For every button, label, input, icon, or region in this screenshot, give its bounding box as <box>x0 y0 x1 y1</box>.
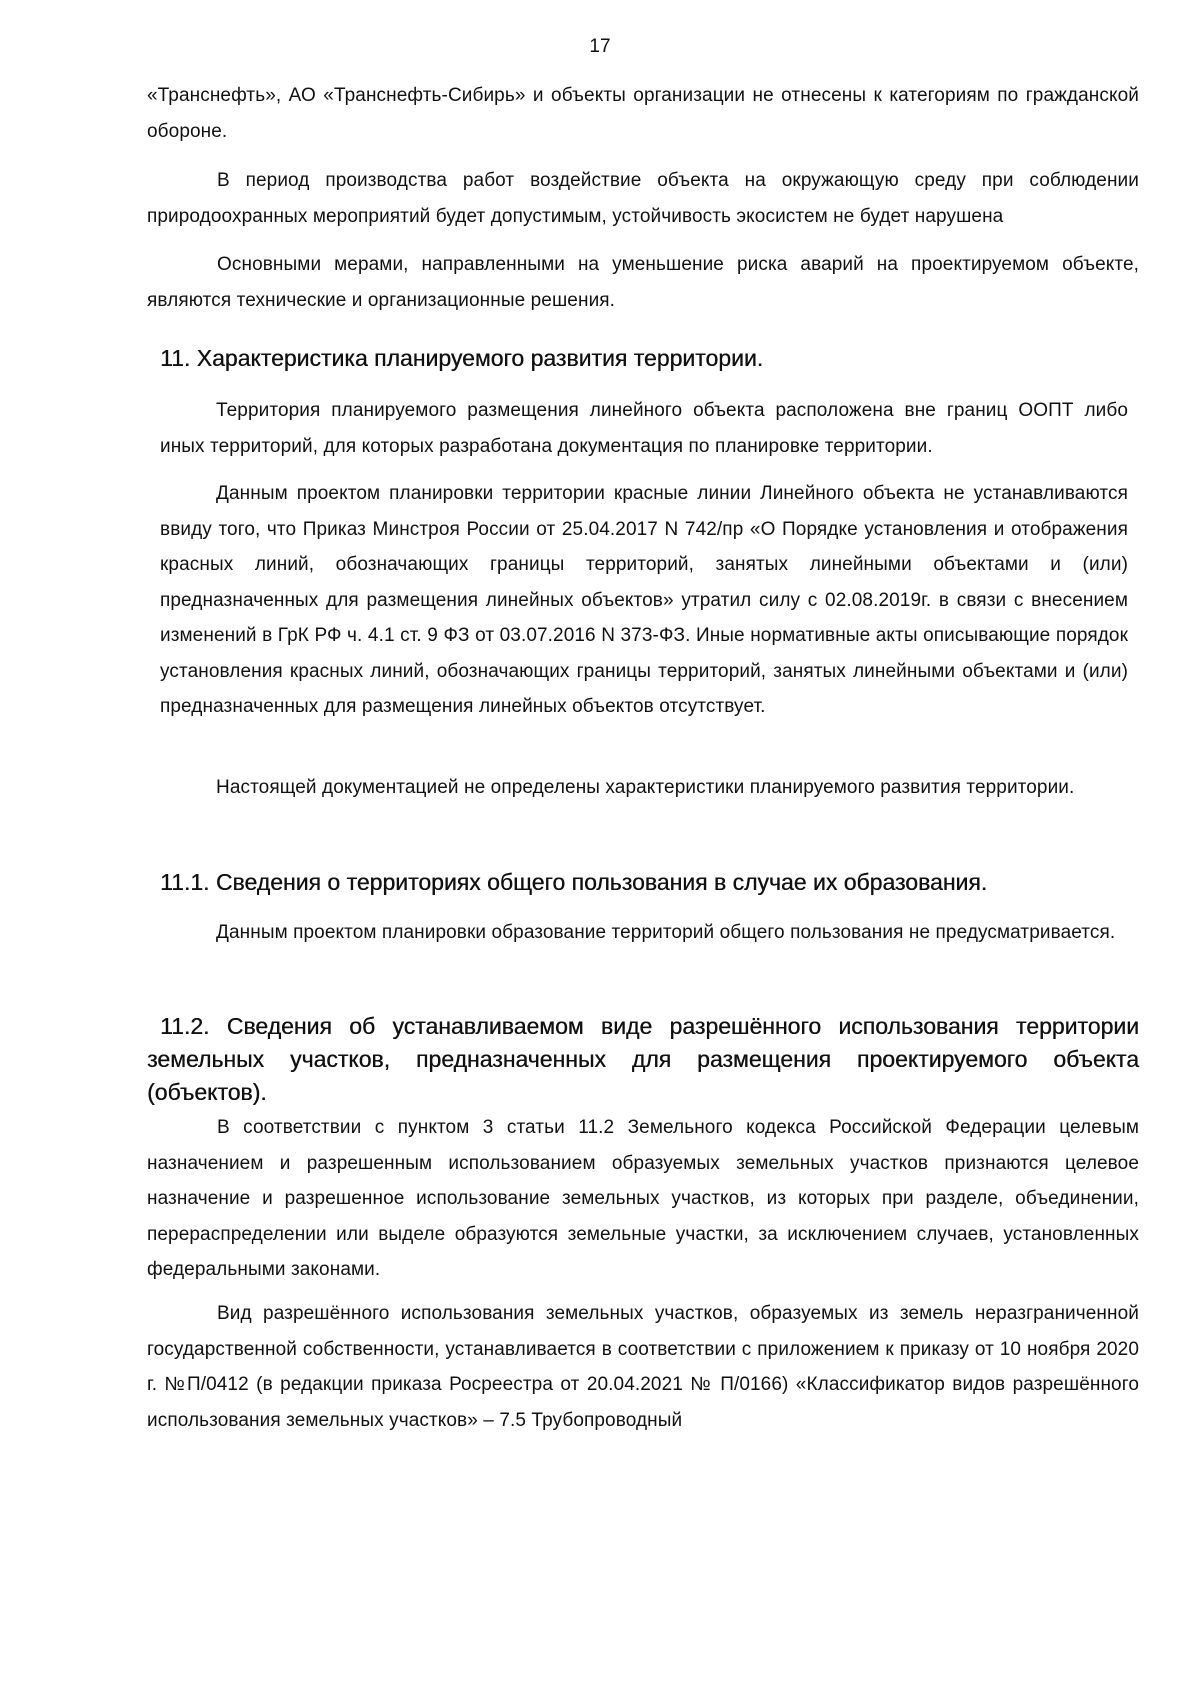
section-11-heading: 11. Характеристика планируемого развития территории. <box>160 345 764 371</box>
section-11-paragraph-1: Территория планируемого размещения линейного объекта расположена вне границ ООПТ либо иных территорий, для которых разработана документация по планировке территории. <box>160 400 1128 457</box>
section-11-1-heading: 11.1. Сведения о территориях общего пользования в случае их образования. <box>160 869 988 895</box>
intro-paragraph-2: В период производства работ воздействие объекта на окружающую среду при соблюдении природоохранных мероприятий будет допустимым, устойчивость экосистем не будет нарушена <box>147 170 1139 227</box>
intro-paragraph-3: Основными мерами, направленными на уменьшение риска аварий на проектируемом объекте, являются технические и организационные решения. <box>147 254 1139 311</box>
section-11-1-paragraph-1: Данным проектом планировки образование территорий общего пользования не предусматривается. <box>216 922 1116 943</box>
page-number: 17 <box>589 36 611 57</box>
section-11-2-paragraph-2: Вид разрешённого использования земельных участков, образуемых из земель неразграниченной государственной собственности, устанавливается в соответствии с приложением к приказу от 10 ноября 2020 г. №П/0412 (в редакции приказа Росреестра от 20.04.2021 № П/0166) «Классификатор видов разрешённого использования земельных участков» – 7.5 Трубопроводный <box>147 1303 1139 1431</box>
intro-paragraph-1: «Транснефть», АО «Транснефть-Сибирь» и объекты организации не отнесены к категориям по гражданской обороне. <box>147 85 1139 142</box>
section-11-2-heading: 11.2. Сведения об устанавливаемом виде разрешённого использования территории земельных участков, предназначенных для размещения проектируемого объекта (объектов). <box>147 1013 1139 1105</box>
section-11-2-paragraph-1: В соответствии с пунктом 3 статьи 11.2 Земельного кодекса Российской Федерации целевым назначением и разрешенным использованием образуемых земельных участков признаются целевое назначение и разрешенное использование земельных участков, из которых при разделе, объединении, перераспределении или выделе образуются земельные участки, за исключением случаев, установленных федеральными законами. <box>147 1117 1139 1280</box>
section-11-paragraph-3: Настоящей документацией не определены характеристики планируемого развития территории. <box>216 777 1075 798</box>
section-11-paragraph-2: Данным проектом планировки территории красные линии Линейного объекта не устанавливаются ввиду того, что Приказ Минстроя России от 25.04.2017 N 742/пр «О Порядке установления и отображения красных линий, обозначающих границы территорий, занятых линейными объектами и (или) предназначенных для размещения линейных объектов» утратил силу с 02.08.2019г. в связи с внесением изменений в ГрК РФ ч. 4.1 ст. 9 ФЗ от 03.07.2016 N 373-ФЗ. Иные нормативные акты описывающие порядок установления красных линий, обозначающих границы территорий, занятых линейными объектами и (или) предназначенных для размещения линейных объектов отсутствует. <box>160 483 1128 717</box>
